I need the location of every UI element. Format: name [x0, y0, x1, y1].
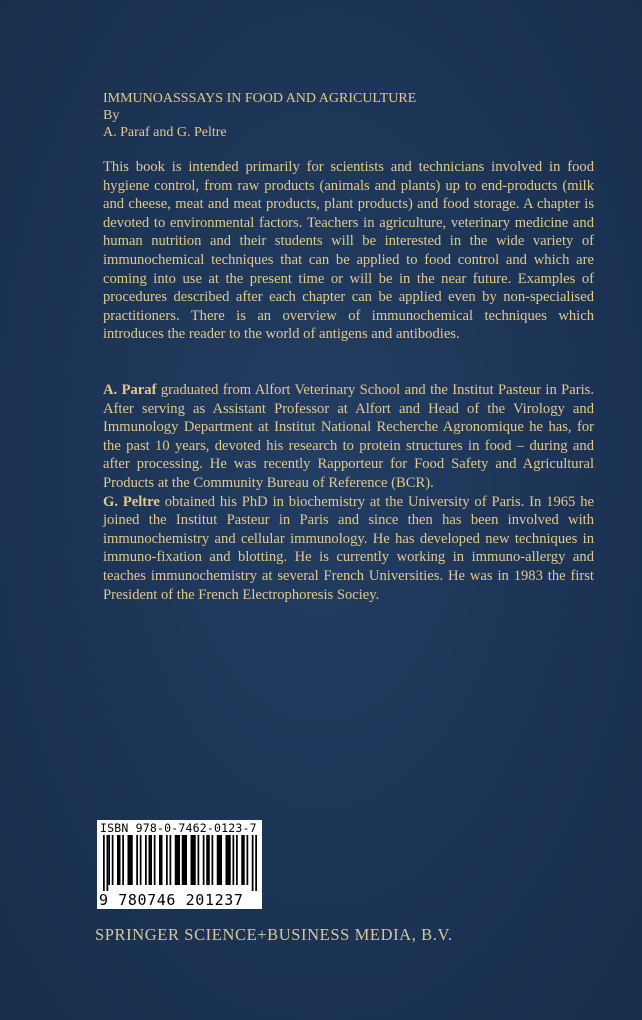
- bio-paraf: [103, 381, 594, 493]
- barcode-bar: [212, 835, 214, 885]
- barcode-bar: [247, 835, 249, 885]
- barcode-bar: [145, 835, 147, 885]
- barcode-bar: [233, 835, 235, 885]
- bio-peltre-name: G. Peltre: [103, 493, 160, 510]
- isbn-number: ISBN 978-0-7462-0123-7: [100, 821, 257, 835]
- barcode-bar: [241, 835, 245, 885]
- barcode-bar: [140, 835, 142, 885]
- publisher-name: SPRINGER SCIENCE+BUSINESS MEDIA, B.V.: [95, 925, 453, 944]
- barcode-bars: [103, 835, 257, 891]
- book-header: [103, 90, 603, 141]
- authors: A. Paraf and G. Peltre: [103, 125, 227, 140]
- isbn-barcode: [97, 820, 262, 909]
- barcode-bar: [136, 835, 138, 885]
- barcode-bar: [255, 835, 257, 891]
- barcode-bar: [107, 835, 109, 891]
- bio-paraf-name: A. Paraf: [103, 382, 157, 398]
- barcode-bar: [159, 835, 163, 885]
- barcode-bar: [154, 835, 156, 885]
- bio-peltre: [103, 493, 594, 605]
- barcode-bar: [217, 835, 222, 885]
- barcode-bar: [252, 835, 254, 891]
- barcode-digits: 9 780746 201237: [99, 891, 244, 909]
- barcode-bar: [149, 835, 153, 885]
- barcode-bar: [112, 835, 114, 885]
- barcode-bar: [203, 835, 205, 885]
- barcode-bar: [103, 835, 105, 891]
- barcode-bar: [128, 835, 133, 885]
- barcode-bar: [108, 835, 110, 885]
- author-bios: [103, 381, 594, 604]
- description-text: This book is intended primarily for scientists and technicians involved in food hygiene control, from raw products (animals and plants) up to end-products (milk and cheese, meat and meat products, plant products) and food storage. A chapter is devoted to environmental factors. Teachers in agriculture, veterinary medicine and human nutrition and their students will be interested in the wide variety of immunochemical techniques that can be applied to food control and which are coming into use at the present time or will be in the near future. Examples of procedures described after each chapter can be applied even by non-specialised practitioners. There is an overview of immunochemical techniques which introduces the reader to the world of antigens and antibodies.: [103, 159, 594, 343]
- barcode-bar: [175, 835, 180, 885]
- barcode-bar: [226, 835, 231, 885]
- barcode-bar: [198, 835, 200, 885]
- barcode-bar: [191, 835, 196, 885]
- barcode-bar: [117, 835, 121, 885]
- barcode-bar: [166, 835, 168, 885]
- book-title: IMMUNOASSSAYS IN FOOD AND AGRICULTURE: [103, 91, 417, 106]
- barcode-bar: [182, 835, 187, 885]
- barcode-bar: [122, 835, 124, 885]
- by-line: By: [103, 108, 120, 123]
- barcode-bar: [236, 835, 238, 885]
- barcode-bar: [206, 835, 210, 885]
- book-description: [103, 158, 594, 344]
- bio-peltre-text: obtained his PhD in biochemistry at the University of Paris. In 1965 he joined the Institut Pasteur in Paris and since then has been involved with immunochemistry and cellular immunology. He has developed new techniques in immuno-fixation and blotting. He is currently working in immuno-allergy and teaches immunochemistry at several French Universities. He was in 1983 the first President of the French Electrophoresis Sociey.: [103, 493, 594, 603]
- barcode-bar: [170, 835, 172, 885]
- bio-paraf-text: graduated from Alfort Veterinary School and the Institut Pasteur in Paris. After serving as Assistant Professor at Alfort and Head of the Virology and Immunology Department at Institut National Recherche Agronomique he has, for the past 10 years, devoted his research to protein structures in food – during and after processing. He was recently Rapporteur for Food Safety and Agricultural Products at the Community Bureau of Reference (BCR).: [103, 382, 594, 491]
